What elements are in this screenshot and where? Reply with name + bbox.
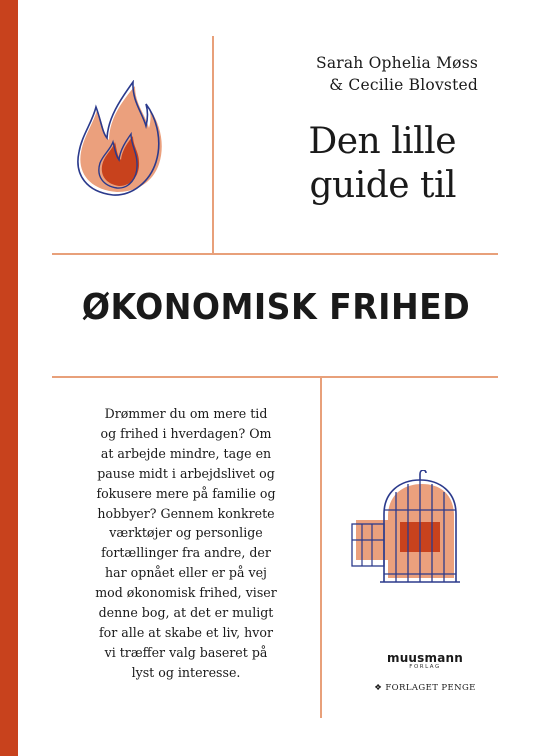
cage-hook <box>420 470 426 480</box>
imprint-icon: ❖ <box>374 683 383 693</box>
blurb-line: at arbejde mindre, tage en <box>100 445 272 461</box>
horizontal-rule-lower <box>52 376 498 378</box>
vertical-rule-top <box>212 36 214 254</box>
publisher-logo: muusmann <box>386 651 464 665</box>
blurb-line: mod økonomisk frihed, viser <box>95 585 277 601</box>
blurb-line: pause midt i arbejdslivet og <box>97 465 275 481</box>
flame-icon <box>75 80 165 198</box>
author-line: Sarah Ophelia Møss <box>316 54 478 72</box>
blurb-line: fortællinger fra andre, der <box>101 545 271 561</box>
blurb-line: og frihed i hverdagen? Om <box>100 425 272 441</box>
imprint-name: FORLAGET PENGE <box>385 683 476 693</box>
subtitle-line: guide til <box>309 165 456 206</box>
publisher-sub: FORLAG <box>409 664 441 670</box>
blurb-line: lyst og interesse. <box>131 664 241 680</box>
blurb-line: denne bog, at det er muligt <box>98 605 274 621</box>
blurb-line: har opnået eller er på vej <box>105 565 267 581</box>
book-title: ØKONOMISK FRIHED <box>81 287 471 328</box>
blurb-line: vi træffer valg baseret på <box>104 644 268 660</box>
blurb-line: værktøjer og personlige <box>109 525 263 541</box>
cover-spine-stripe <box>0 0 18 756</box>
blurb-line: fokusere mere på familie og <box>96 485 276 501</box>
bird-cage-icon <box>350 470 460 590</box>
author-line: & Cecilie Blovsted <box>329 76 478 94</box>
subtitle-line: Den lille <box>308 121 456 162</box>
subtitle <box>238 120 456 208</box>
horizontal-rule-upper <box>52 253 498 255</box>
blurb-line: for alle at skabe et liv, hvor <box>98 624 273 640</box>
publisher-block <box>350 652 500 693</box>
author-names <box>238 52 478 96</box>
blurb-line: hobbyer? Gennem konkrete <box>97 505 275 521</box>
vertical-rule-bottom <box>320 376 322 718</box>
blurb-line: Drømmer du om mere tid <box>104 406 268 421</box>
back-blurb <box>58 404 314 683</box>
imprint-line <box>350 683 500 693</box>
